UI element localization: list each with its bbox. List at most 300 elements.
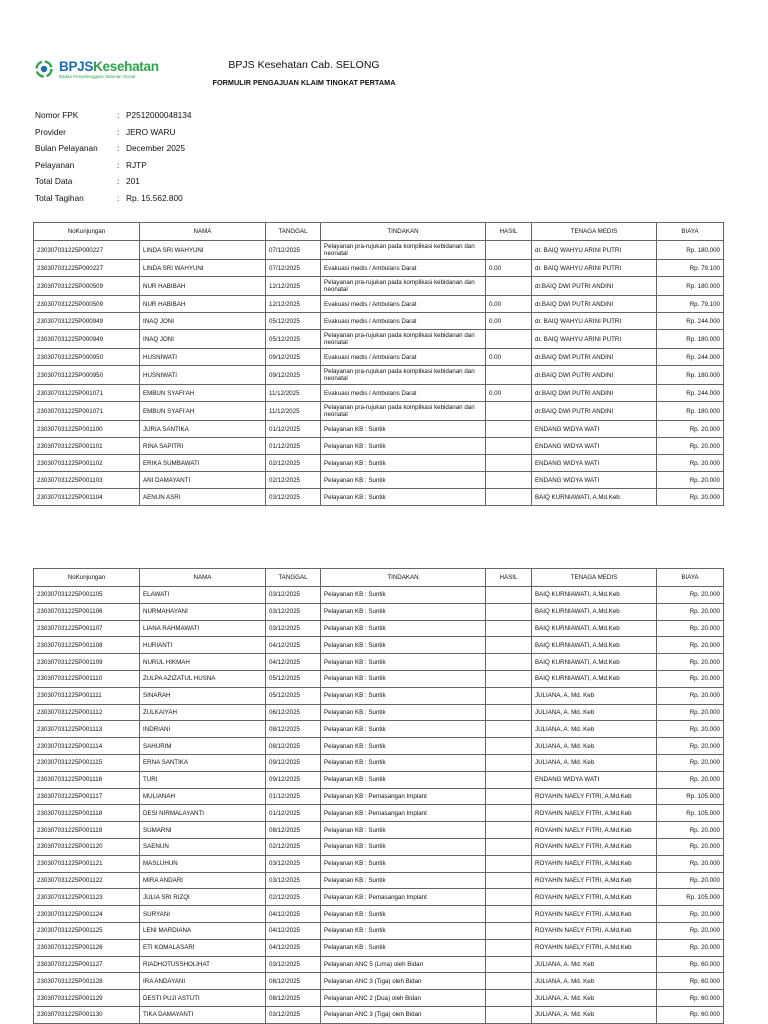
table-row bbox=[34, 260, 724, 277]
cell-procedure: Evakuasi medis / Ambulans Darat bbox=[321, 349, 486, 366]
cell-cost: Rp. 20.000 bbox=[657, 754, 724, 771]
cell-medical-staff: ENDANG WIDYA WATI bbox=[532, 771, 657, 788]
cell-name: NURUL HIKMAH bbox=[140, 654, 266, 671]
cell-cost: Rp. 180.000 bbox=[657, 277, 724, 296]
cell-result bbox=[486, 973, 532, 990]
info-row bbox=[35, 107, 335, 124]
cell-name: NURMAHAYANI bbox=[140, 603, 266, 620]
table-row bbox=[34, 637, 724, 654]
table-row bbox=[34, 455, 724, 472]
cell-result bbox=[486, 906, 532, 923]
cell-date: 09/12/2025 bbox=[266, 754, 321, 771]
cell-cost: Rp. 20.000 bbox=[657, 687, 724, 704]
cell-cost: Rp. 20.000 bbox=[657, 489, 724, 506]
cell-result bbox=[486, 738, 532, 755]
cell-medical-staff: ENDANG WIDYA WATI bbox=[532, 472, 657, 489]
cell-date: 11/12/2025 bbox=[266, 402, 321, 421]
cell-result bbox=[486, 438, 532, 455]
cell-result: 0.00 bbox=[486, 349, 532, 366]
claim-table-2 bbox=[33, 568, 724, 1024]
cell-medical-staff: ENDANG WIDYA WATI bbox=[532, 455, 657, 472]
cell-name: SUMARNI bbox=[140, 822, 266, 839]
info-separator: : bbox=[117, 110, 120, 120]
cell-visit-number: 230307031225P000949 bbox=[34, 330, 140, 349]
cell-cost: Rp. 20.000 bbox=[657, 822, 724, 839]
cell-name: ELAWATI bbox=[140, 587, 266, 604]
cell-name: IRA ANDAYANI bbox=[140, 973, 266, 990]
cell-date: 05/12/2025 bbox=[266, 313, 321, 330]
column-header-medical-staff: TENAGA MEDIS bbox=[532, 569, 657, 587]
table-row bbox=[34, 838, 724, 855]
cell-name: DESTI PUJI ASTUTI bbox=[140, 990, 266, 1007]
cell-result bbox=[486, 939, 532, 956]
table-row bbox=[34, 973, 724, 990]
info-label: Nomor FPK bbox=[35, 110, 79, 120]
cell-visit-number: 230307031225P001071 bbox=[34, 402, 140, 421]
cell-procedure: Pelayanan KB : Suntik bbox=[321, 906, 486, 923]
cell-date: 08/12/2025 bbox=[266, 738, 321, 755]
cell-medical-staff: dr.BAIQ DWI PUTRI ANDINI bbox=[532, 296, 657, 313]
cell-date: 04/12/2025 bbox=[266, 939, 321, 956]
cell-date: 05/12/2025 bbox=[266, 687, 321, 704]
form-title: FORMULIR PENGAJUAN KLAIM TINGKAT PERTAMA bbox=[212, 78, 396, 87]
cell-visit-number: 230307031225P001118 bbox=[34, 805, 140, 822]
cell-name: RIADHOTUSSHOLIHAT bbox=[140, 956, 266, 973]
cell-medical-staff: JULIANA, A. Md. Keb bbox=[532, 990, 657, 1007]
cell-date: 01/12/2025 bbox=[266, 438, 321, 455]
cell-visit-number: 230307031225P001112 bbox=[34, 704, 140, 721]
cell-name: ERNA SANTIKA bbox=[140, 754, 266, 771]
cell-name: DESI NIRMALAYANTI bbox=[140, 805, 266, 822]
cell-medical-staff: BAIQ KURNIAWATI, A.Md.Keb bbox=[532, 489, 657, 506]
cell-date: 07/12/2025 bbox=[266, 241, 321, 260]
cell-medical-staff: BAIQ KURNIAWATI, A.Md.Keb bbox=[532, 654, 657, 671]
table-row bbox=[34, 603, 724, 620]
cell-procedure: Pelayanan KB : Suntik bbox=[321, 754, 486, 771]
cell-name: ERIKA SUMBAWATI bbox=[140, 455, 266, 472]
table-row bbox=[34, 438, 724, 455]
cell-procedure: Pelayanan KB : Suntik bbox=[321, 455, 486, 472]
cell-medical-staff: ROYAHIN NAELY FITRI, A.Md.Keb bbox=[532, 822, 657, 839]
cell-result bbox=[486, 990, 532, 1007]
column-header-name: NAMA bbox=[140, 223, 266, 241]
cell-result bbox=[486, 489, 532, 506]
table-row bbox=[34, 889, 724, 906]
cell-date: 03/12/2025 bbox=[266, 603, 321, 620]
cell-result bbox=[486, 455, 532, 472]
cell-date: 04/12/2025 bbox=[266, 906, 321, 923]
cell-medical-staff: JULIANA, A. Md. Keb bbox=[532, 738, 657, 755]
cell-name: MULIANAH bbox=[140, 788, 266, 805]
cell-visit-number: 230307031225P001071 bbox=[34, 385, 140, 402]
cell-cost: Rp. 20.000 bbox=[657, 872, 724, 889]
cell-result bbox=[486, 1006, 532, 1023]
cell-name: ETI KOMALASARI bbox=[140, 939, 266, 956]
cell-procedure: Pelayanan KB : Pemasangan Implant bbox=[321, 805, 486, 822]
cell-date: 04/12/2025 bbox=[266, 922, 321, 939]
cell-cost: Rp. 180.000 bbox=[657, 402, 724, 421]
cell-name: NUR HABIBAH bbox=[140, 296, 266, 313]
cell-visit-number: 230307031225P001110 bbox=[34, 670, 140, 687]
table-row bbox=[34, 330, 724, 349]
cell-procedure: Pelayanan pra-rujukan pada komplikasi kebidanan dan neonatal bbox=[321, 241, 486, 260]
cell-medical-staff: JULIANA, A. Md. Keb bbox=[532, 754, 657, 771]
cell-name: SINARAH bbox=[140, 687, 266, 704]
table-row bbox=[34, 654, 724, 671]
table-row bbox=[34, 788, 724, 805]
cell-procedure: Pelayanan KB : Suntik bbox=[321, 472, 486, 489]
table-row bbox=[34, 1006, 724, 1023]
cell-cost: Rp. 244.000 bbox=[657, 313, 724, 330]
cell-visit-number: 230307031225P001120 bbox=[34, 838, 140, 855]
cell-procedure: Pelayanan KB : Suntik bbox=[321, 838, 486, 855]
cell-cost: Rp. 244.000 bbox=[657, 385, 724, 402]
info-separator: : bbox=[117, 176, 120, 187]
cell-cost: Rp. 20.000 bbox=[657, 939, 724, 956]
cell-date: 08/12/2025 bbox=[266, 973, 321, 990]
cell-name: ANI DAMAYANTI bbox=[140, 472, 266, 489]
column-header-procedure: TINDAKAN bbox=[321, 569, 486, 587]
cell-visit-number: 230307031225P001127 bbox=[34, 956, 140, 973]
table-row bbox=[34, 771, 724, 788]
cell-result bbox=[486, 402, 532, 421]
cell-medical-staff: BAIQ KURNIAWATI, A.Md.Keb bbox=[532, 603, 657, 620]
table-row bbox=[34, 472, 724, 489]
cell-procedure: Pelayanan KB : Suntik bbox=[321, 738, 486, 755]
cell-result bbox=[486, 704, 532, 721]
office-title: BPJS Kesehatan Cab. SELONG bbox=[228, 59, 380, 71]
cell-cost: Rp. 60.000 bbox=[657, 956, 724, 973]
cell-visit-number: 230307031225P000949 bbox=[34, 313, 140, 330]
cell-medical-staff: ROYAHIN NAELY FITRI, A.Md.Keb bbox=[532, 872, 657, 889]
cell-medical-staff: BAIQ KURNIAWATI, A.Md.Keb bbox=[532, 587, 657, 604]
cell-result bbox=[486, 822, 532, 839]
cell-cost: Rp. 20.000 bbox=[657, 738, 724, 755]
cell-result bbox=[486, 771, 532, 788]
cell-procedure: Pelayanan KB : Suntik bbox=[321, 438, 486, 455]
cell-date: 01/12/2025 bbox=[266, 421, 321, 438]
cell-procedure: Pelayanan pra-rujukan pada komplikasi kebidanan dan neonatal bbox=[321, 330, 486, 349]
cell-procedure: Pelayanan KB : Pemasangan Implant bbox=[321, 788, 486, 805]
column-header-date: TANGGAL bbox=[266, 569, 321, 587]
logo-wordmark: BPJSKesehatan bbox=[59, 59, 159, 74]
cell-medical-staff: ENDANG WIDYA WATI bbox=[532, 421, 657, 438]
cell-cost: Rp. 244.000 bbox=[657, 349, 724, 366]
cell-result bbox=[486, 241, 532, 260]
cell-medical-staff: dr.BAIQ DWI PUTRI ANDINI bbox=[532, 277, 657, 296]
cell-visit-number: 230307031225P001115 bbox=[34, 754, 140, 771]
cell-visit-number: 230307031225P001104 bbox=[34, 489, 140, 506]
cell-result bbox=[486, 366, 532, 385]
cell-name: SAENUN bbox=[140, 838, 266, 855]
cell-result bbox=[486, 670, 532, 687]
cell-visit-number: 230307031225P001100 bbox=[34, 421, 140, 438]
info-separator: : bbox=[117, 143, 120, 154]
cell-cost: Rp. 60.000 bbox=[657, 1006, 724, 1023]
cell-procedure: Pelayanan KB : Suntik bbox=[321, 620, 486, 637]
cell-procedure: Pelayanan KB : Suntik bbox=[321, 721, 486, 738]
cell-name: MASLUHUN bbox=[140, 855, 266, 872]
cell-medical-staff: ROYAHIN NAELY FITRI, A.Md.Keb bbox=[532, 889, 657, 906]
table-row bbox=[34, 872, 724, 889]
cell-date: 04/12/2025 bbox=[266, 654, 321, 671]
cell-cost: Rp. 180.000 bbox=[657, 366, 724, 385]
cell-visit-number: 230307031225P001124 bbox=[34, 906, 140, 923]
table-row bbox=[34, 385, 724, 402]
cell-cost: Rp. 20.000 bbox=[657, 603, 724, 620]
cell-result: 0.00 bbox=[486, 385, 532, 402]
table-row bbox=[34, 687, 724, 704]
cell-visit-number: 230307031225P001119 bbox=[34, 822, 140, 839]
cell-cost: Rp. 20.000 bbox=[657, 620, 724, 637]
cell-date: 03/12/2025 bbox=[266, 620, 321, 637]
table-row bbox=[34, 738, 724, 755]
cell-date: 03/12/2025 bbox=[266, 956, 321, 973]
cell-procedure: Evakuasi medis / Ambulans Darat bbox=[321, 260, 486, 277]
cell-procedure: Pelayanan KB : Suntik bbox=[321, 922, 486, 939]
cell-procedure: Evakuasi medis / Ambulans Darat bbox=[321, 296, 486, 313]
cell-name: HUSNIWATI bbox=[140, 349, 266, 366]
info-value: JERO WARU bbox=[126, 126, 176, 137]
info-value: 201 bbox=[126, 176, 140, 187]
cell-visit-number: 230307031225P001114 bbox=[34, 738, 140, 755]
cell-result bbox=[486, 687, 532, 704]
table-row bbox=[34, 990, 724, 1007]
cell-procedure: Pelayanan KB : Suntik bbox=[321, 654, 486, 671]
cell-procedure: Pelayanan ANC 5 (Lima) oleh Bidan bbox=[321, 956, 486, 973]
cell-procedure: Pelayanan KB : Suntik bbox=[321, 489, 486, 506]
cell-name: EMBUN SYAFI'AH bbox=[140, 385, 266, 402]
cell-result: 0.00 bbox=[486, 296, 532, 313]
cell-cost: Rp. 20.000 bbox=[657, 421, 724, 438]
cell-result bbox=[486, 637, 532, 654]
claim-table-1 bbox=[33, 222, 724, 506]
cell-procedure: Pelayanan ANC 2 (Dua) oleh Bidan bbox=[321, 990, 486, 1007]
cell-result bbox=[486, 855, 532, 872]
cell-procedure: Pelayanan KB : Suntik bbox=[321, 855, 486, 872]
cell-result bbox=[486, 587, 532, 604]
cell-result: 0.00 bbox=[486, 260, 532, 277]
cell-procedure: Pelayanan KB : Suntik bbox=[321, 421, 486, 438]
cell-cost: Rp. 20.000 bbox=[657, 721, 724, 738]
cell-visit-number: 230307031225P000950 bbox=[34, 366, 140, 385]
cell-result bbox=[486, 788, 532, 805]
info-value: Rp. 15.562.800 bbox=[126, 192, 183, 203]
cell-date: 05/12/2025 bbox=[266, 330, 321, 349]
info-label: Total Data bbox=[35, 176, 73, 187]
cell-visit-number: 230307031225P001129 bbox=[34, 990, 140, 1007]
cell-medical-staff: ENDANG WIDYA WATI bbox=[532, 438, 657, 455]
cell-visit-number: 230307031225P001109 bbox=[34, 654, 140, 671]
info-value: December 2025 bbox=[126, 143, 186, 154]
info-value: P2512000048134 bbox=[126, 110, 192, 120]
table-row bbox=[34, 402, 724, 421]
cell-visit-number: 230307031225P001113 bbox=[34, 721, 140, 738]
cell-cost: Rp. 60.000 bbox=[657, 973, 724, 990]
cell-name: INDRIANI bbox=[140, 721, 266, 738]
cell-visit-number: 230307031225P001111 bbox=[34, 687, 140, 704]
cell-date: 01/12/2025 bbox=[266, 805, 321, 822]
cell-cost: Rp. 20.000 bbox=[657, 838, 724, 855]
cell-date: 01/12/2025 bbox=[266, 788, 321, 805]
cell-visit-number: 230307031225P001106 bbox=[34, 603, 140, 620]
column-header-medical-staff: TENAGA MEDIS bbox=[532, 223, 657, 241]
cell-name: LENI MARDIANA bbox=[140, 922, 266, 939]
cell-name: LINDA SRI WAHYUNI bbox=[140, 260, 266, 277]
cell-visit-number: 230307031225P001107 bbox=[34, 620, 140, 637]
cell-procedure: Pelayanan KB : Suntik bbox=[321, 939, 486, 956]
cell-date: 02/12/2025 bbox=[266, 472, 321, 489]
cell-procedure: Pelayanan ANC 3 (Tiga) oleh Bidan bbox=[321, 973, 486, 990]
cell-result bbox=[486, 754, 532, 771]
cell-name: JURIA SANTIKA bbox=[140, 421, 266, 438]
cell-date: 02/12/2025 bbox=[266, 455, 321, 472]
cell-result bbox=[486, 805, 532, 822]
table-row bbox=[34, 906, 724, 923]
table-row bbox=[34, 670, 724, 687]
cell-medical-staff: ROYAHIN NAELY FITRI, A.Md.Keb bbox=[532, 788, 657, 805]
cell-result bbox=[486, 620, 532, 637]
cell-medical-staff: JULIANA, A. Md. Keb bbox=[532, 687, 657, 704]
table-row bbox=[34, 349, 724, 366]
info-separator: : bbox=[117, 159, 120, 170]
cell-result bbox=[486, 838, 532, 855]
logo-tagline: Badan Penyelenggara Jaminan Sosial bbox=[59, 74, 136, 79]
cell-medical-staff: BAIQ KURNIAWATI, A.Md.Keb bbox=[532, 670, 657, 687]
cell-procedure: Pelayanan KB : Suntik bbox=[321, 670, 486, 687]
table-row bbox=[34, 805, 724, 822]
cell-cost: Rp. 20.000 bbox=[657, 906, 724, 923]
cell-visit-number: 230307031225P001130 bbox=[34, 1006, 140, 1023]
info-label: Bulan Pelayanan bbox=[35, 143, 98, 154]
cell-name: MIRA ANDARI bbox=[140, 872, 266, 889]
cell-medical-staff: ROYAHIN NAELY FITRI, A.Md.Keb bbox=[532, 939, 657, 956]
cell-result bbox=[486, 889, 532, 906]
table-row bbox=[34, 922, 724, 939]
cell-medical-staff: dr. BAIQ WAHYU ARINI PUTRI bbox=[532, 313, 657, 330]
cell-visit-number: 230307031225P001116 bbox=[34, 771, 140, 788]
cell-date: 05/12/2025 bbox=[266, 670, 321, 687]
cell-medical-staff: JULIANA, A. Md. Keb bbox=[532, 956, 657, 973]
column-header-name: NAMA bbox=[140, 569, 266, 587]
table-row bbox=[34, 939, 724, 956]
cell-result bbox=[486, 922, 532, 939]
cell-date: 07/12/2025 bbox=[266, 260, 321, 277]
cell-cost: Rp. 20.000 bbox=[657, 587, 724, 604]
cell-visit-number: 230307031225P001123 bbox=[34, 889, 140, 906]
cell-name: SURYANI bbox=[140, 906, 266, 923]
table-row bbox=[34, 296, 724, 313]
cell-medical-staff: BAIQ KURNIAWATI, A.Md.Keb bbox=[532, 620, 657, 637]
cell-name: ZULKAIYAH bbox=[140, 704, 266, 721]
cell-medical-staff: ROYAHIN NAELY FITRI, A.Md.Keb bbox=[532, 906, 657, 923]
cell-visit-number: 230307031225P001122 bbox=[34, 872, 140, 889]
cell-name: INAQ JONI bbox=[140, 330, 266, 349]
cell-result bbox=[486, 472, 532, 489]
cell-name: TURI bbox=[140, 771, 266, 788]
column-header-result: HASIL bbox=[486, 569, 532, 587]
column-header-result: HASIL bbox=[486, 223, 532, 241]
claim-info bbox=[35, 107, 335, 207]
cell-medical-staff: JULIANA, A. Md. Keb bbox=[532, 1006, 657, 1023]
table-row bbox=[34, 754, 724, 771]
info-label: Provider bbox=[35, 126, 66, 137]
cell-visit-number: 230307031225P001103 bbox=[34, 472, 140, 489]
cell-visit-number: 230307031225P000227 bbox=[34, 260, 140, 277]
cell-result bbox=[486, 421, 532, 438]
cell-date: 06/12/2025 bbox=[266, 704, 321, 721]
info-separator: : bbox=[117, 126, 120, 137]
column-header-visit-number: NoKunjungan bbox=[34, 223, 140, 241]
cell-name: ZULPA AZIZATUL HUSNA bbox=[140, 670, 266, 687]
cell-date: 12/12/2025 bbox=[266, 277, 321, 296]
cell-name: LINDA SRI WAHYUNI bbox=[140, 241, 266, 260]
cell-name: HUSNIWATI bbox=[140, 366, 266, 385]
cell-procedure: Pelayanan KB : Suntik bbox=[321, 822, 486, 839]
cell-medical-staff: dr.BAIQ DWI PUTRI ANDINI bbox=[532, 349, 657, 366]
cell-cost: Rp. 20.000 bbox=[657, 455, 724, 472]
cell-procedure: Pelayanan pra-rujukan pada komplikasi kebidanan dan neonatal bbox=[321, 366, 486, 385]
cell-name: EMBUN SYAFI'AH bbox=[140, 402, 266, 421]
cell-date: 09/12/2025 bbox=[266, 366, 321, 385]
cell-medical-staff: dr. BAIQ WAHYU ARINI PUTRI bbox=[532, 260, 657, 277]
table-row bbox=[34, 855, 724, 872]
cell-medical-staff: ROYAHIN NAELY FITRI, A.Md.Keb bbox=[532, 922, 657, 939]
cell-result bbox=[486, 277, 532, 296]
column-header-cost: BIAYA bbox=[657, 569, 724, 587]
cell-cost: Rp. 180.000 bbox=[657, 330, 724, 349]
cell-cost: Rp. 20.000 bbox=[657, 670, 724, 687]
cell-name: TIKA DAMAYANTI bbox=[140, 1006, 266, 1023]
cell-name: AENUN ASRI bbox=[140, 489, 266, 506]
cell-procedure: Pelayanan pra-rujukan pada komplikasi kebidanan dan neonatal bbox=[321, 402, 486, 421]
column-header-procedure: TINDAKAN bbox=[321, 223, 486, 241]
cell-date: 03/12/2025 bbox=[266, 587, 321, 604]
cell-medical-staff: JULIANA, A. Md. Keb bbox=[532, 704, 657, 721]
cell-date: 09/12/2025 bbox=[266, 771, 321, 788]
cell-date: 12/12/2025 bbox=[266, 296, 321, 313]
info-value: RJTP bbox=[126, 159, 147, 170]
info-separator: : bbox=[117, 192, 120, 203]
cell-procedure: Pelayanan KB : Suntik bbox=[321, 587, 486, 604]
cell-result: 0.00 bbox=[486, 313, 532, 330]
cell-medical-staff: ROYAHIN NAELY FITRI, A.Md.Keb bbox=[532, 805, 657, 822]
cell-name: SAHURIM bbox=[140, 738, 266, 755]
cell-medical-staff: ROYAHIN NAELY FITRI, A.Md.Keb bbox=[532, 855, 657, 872]
column-header-visit-number: NoKunjungan bbox=[34, 569, 140, 587]
cell-visit-number: 230307031225P001108 bbox=[34, 637, 140, 654]
cell-medical-staff: ROYAHIN NAELY FITRI, A.Md.Keb bbox=[532, 838, 657, 855]
cell-cost: Rp. 20.000 bbox=[657, 771, 724, 788]
cell-medical-staff: dr.BAIQ DWI PUTRI ANDINI bbox=[532, 402, 657, 421]
cell-visit-number: 230307031225P000227 bbox=[34, 241, 140, 260]
cell-visit-number: 230307031225P001125 bbox=[34, 922, 140, 939]
cell-cost: Rp. 105.000 bbox=[657, 788, 724, 805]
cell-name: JULIA SRI RIZQI bbox=[140, 889, 266, 906]
cell-name: LIANA RAHMAWATI bbox=[140, 620, 266, 637]
table-row bbox=[34, 489, 724, 506]
cell-visit-number: 230307031225P001121 bbox=[34, 855, 140, 872]
cell-procedure: Pelayanan KB : Suntik bbox=[321, 704, 486, 721]
cell-procedure: Pelayanan KB : Suntik bbox=[321, 687, 486, 704]
cell-cost: Rp. 20.000 bbox=[657, 922, 724, 939]
cell-procedure: Pelayanan KB : Pemasangan Implant bbox=[321, 889, 486, 906]
info-label: Pelayanan bbox=[35, 159, 75, 170]
cell-cost: Rp. 79.100 bbox=[657, 260, 724, 277]
cell-procedure: Pelayanan KB : Suntik bbox=[321, 771, 486, 788]
cell-date: 08/12/2025 bbox=[266, 990, 321, 1007]
cell-visit-number: 230307031225P001105 bbox=[34, 587, 140, 604]
